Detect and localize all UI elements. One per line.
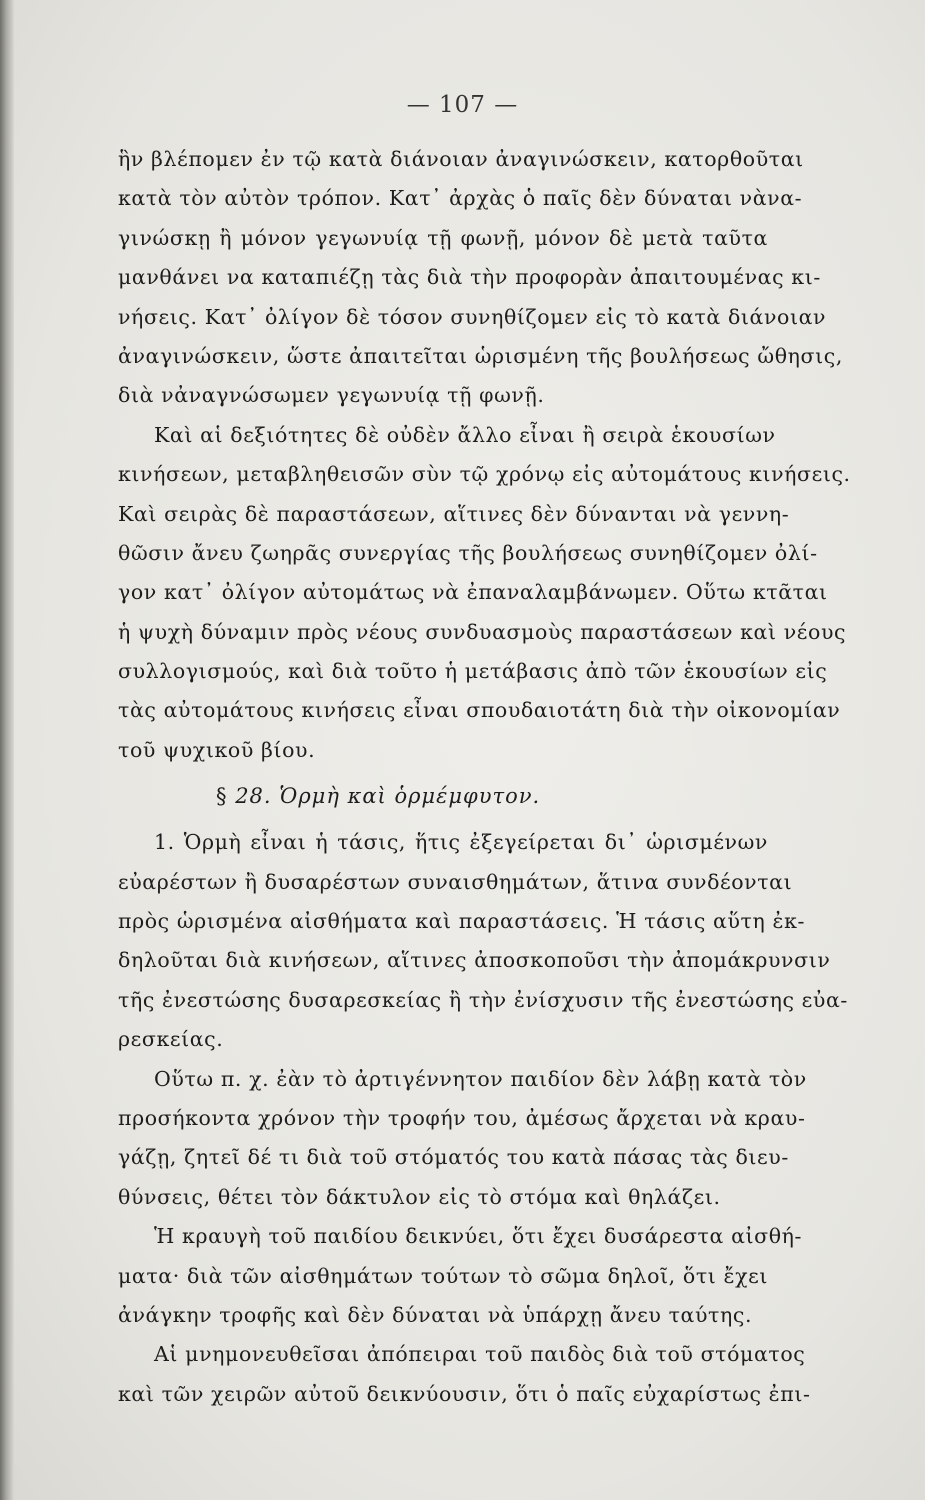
body-text bbox=[118, 140, 851, 1414]
text-line: ἀναγινώσκειν, ὥστε ἀπαιτεῖται ὡρισμένη τῆς βουλήσεως ὤθησις, bbox=[118, 343, 843, 368]
text-line: μανθάνει να καταπιέζῃ τὰς διὰ τὴν προφορὰν ἀπαιτουμένας κι- bbox=[118, 265, 821, 290]
text-line: συλλογισμούς, καὶ διὰ τοῦτο ἡ μετάβασις ἀπὸ τῶν ἑκουσίων εἰς bbox=[118, 659, 828, 684]
text-line: ἀνάγκην τροφῆς καὶ δὲν δύναται νὰ ὑπάρχῃ ἄνευ ταύτης. bbox=[118, 1302, 753, 1327]
text-line: νήσεις. Κατ᾿ ὀλίγον δὲ τόσον συνηθίζομεν εἰς τὸ κατὰ διάνοιαν bbox=[118, 304, 827, 329]
text-line: κατὰ τὸν αὐτὸν τρόπον. Κατ᾿ ἀρχὰς ὁ παῖς δὲν δύναται νὰνα- bbox=[118, 186, 803, 211]
text-line: 1. Ὁρμὴ εἶναι ἡ τάσις, ἥτις ἐξεγείρεται δι᾿ ὡρισμένων bbox=[154, 830, 768, 855]
section-title: Ὁρμὴ καὶ ὁρμέμφυτον. bbox=[279, 784, 541, 809]
text-line: ρεσκείας. bbox=[118, 1027, 224, 1052]
text-line: πρὸς ὡρισμένα αἰσθήματα καὶ παραστάσεις. Ἡ τάσις αὕτη ἐκ- bbox=[118, 909, 806, 934]
text-line: θῶσιν ἄνευ ζωηρᾶς συνεργίας τῆς βουλήσεως συνηθίζομεν ὀλί- bbox=[118, 540, 818, 565]
text-line: γάζῃ, ζητεῖ δέ τι διὰ τοῦ στόματός του κατὰ πάσας τὰς διευ- bbox=[118, 1145, 789, 1170]
text-line: τοῦ ψυχικοῦ βίου. bbox=[118, 737, 316, 762]
text-line: καὶ τῶν χειρῶν αὐτοῦ δεικνύουσιν, ὅτι ὁ παῖς εὐχαρίστως ἐπι- bbox=[118, 1381, 811, 1406]
text-line: τῆς ἐνεστώσης δυσαρεσκείας ἢ τὴν ἐνίσχυσιν τῆς ἐνεστώσης εὐα- bbox=[118, 987, 848, 1012]
text-line: δηλοῦται διὰ κινήσεων, αἵτινες ἀποσκοποῦσι τὴν ἀπομάκρυνσιν bbox=[118, 948, 831, 973]
text-line: γον κατ᾿ ὀλίγον αὐτομάτως νὰ ἐπαναλαμβάνωμεν. Οὕτω κτᾶται bbox=[118, 580, 828, 605]
text-line: Αἱ μνημονευθεῖσαι ἀπόπειραι τοῦ παιδὸς διὰ τοῦ στόματος bbox=[154, 1342, 806, 1367]
page-number: — 107 — bbox=[406, 92, 519, 118]
text-line: ἡ ψυχὴ δύναμιν πρὸς νέους συνδυασμοὺς παραστάσεων καὶ νέους bbox=[118, 619, 847, 644]
text-line: Καὶ αἱ δεξιότητες δὲ οὐδὲν ἄλλο εἶναι ἢ σειρὰ ἑκουσίων bbox=[154, 422, 776, 447]
text-line: τὰς αὐτομάτους κινήσεις εἶναι σπουδαιοτάτη διὰ τὴν οἰκονομίαν bbox=[118, 698, 841, 723]
text-line: κινήσεων, μεταβληθεισῶν σὺν τῷ χρόνῳ εἰς αὐτομάτους κινήσεις. bbox=[118, 462, 851, 487]
text-line: προσήκοντα χρόνον τὴν τροφήν του, ἀμέσως ἄρχεται νὰ κραυ- bbox=[118, 1105, 806, 1130]
text-line: Ἡ κραυγὴ τοῦ παιδίου δεικνύει, ὅτι ἔχει δυσάρεστα αἰσθή- bbox=[154, 1224, 803, 1249]
text-line: Οὕτω π. χ. ἐὰν τὸ ἀρτιγέννητον παιδίον δὲν λάβῃ κατὰ τὸν bbox=[154, 1066, 807, 1091]
section-number: 28. bbox=[235, 784, 272, 809]
text-line: διὰ νἀναγνώσωμεν γεγωνυίᾳ τῇ φωνῇ. bbox=[118, 383, 545, 408]
text-line: γινώσκῃ ἢ μόνον γεγωνυίᾳ τῇ φωνῇ, μόνον δὲ μετὰ ταῦτα bbox=[118, 225, 768, 250]
text-line: Καὶ σειρὰς δὲ παραστάσεων, αἵτινες δὲν δύνανται νὰ γεννη- bbox=[118, 501, 790, 526]
section-heading bbox=[118, 770, 768, 823]
text-line: ἣν βλέπομεν ἐν τῷ κατὰ διάνοιαν ἀναγινώσκειν, κατορθοῦται bbox=[118, 147, 804, 171]
text-line: εὐαρέστων ἢ δυσαρέστων συναισθημάτων, ἅτινα συνδέονται bbox=[118, 869, 793, 894]
section-sign: § bbox=[216, 784, 228, 809]
text-line: θύνσεις, θέτει τὸν δάκτυλον εἰς τὸ στόμα καὶ θηλάζει. bbox=[118, 1184, 721, 1209]
page-binding-edge bbox=[0, 0, 14, 1500]
text-line: ματα· διὰ τῶν αἰσθημάτων τούτων τὸ σῶμα δηλοῖ, ὅτι ἔχει bbox=[118, 1263, 768, 1288]
